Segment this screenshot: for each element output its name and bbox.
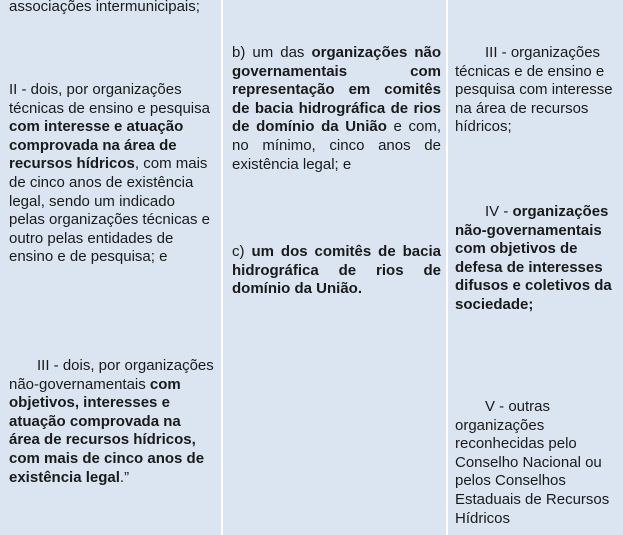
col1-p2-text-end: , com mais de cinco anos de existência legal, sendo um indicado pelas organizações técnicas e outro pelas entidades de ensino e de pesquisa; e bbox=[9, 155, 210, 266]
col2-paragraph-1 bbox=[232, 44, 441, 174]
col2-paragraph-2 bbox=[232, 243, 441, 299]
col2-p2-text: c) bbox=[232, 243, 252, 260]
col2-p2-bold: um dos comitês de bacia hidrográfica de rios de domínio da União. bbox=[232, 243, 441, 298]
col1-paragraph-1 bbox=[9, 0, 214, 17]
col2-p1-bold: organizações não governamentais com representação em comitês de bacia hidrográfica de rios de domínio da União bbox=[232, 44, 441, 136]
col1-p1-text: associações intermunicipais; bbox=[9, 0, 200, 15]
col1-p3-text-end: .” bbox=[119, 468, 130, 486]
col3-paragraph-2 bbox=[455, 203, 620, 315]
col3-paragraph-1 bbox=[455, 44, 620, 137]
col3-p3-text: V - outras organizações reconhecidas pelo Conselho Nacional ou pelos Conselhos Estaduais de Recursos Hídricos bbox=[455, 398, 610, 527]
col1-p2-bold: com interesse e atuação comprovada na área de recursos hídricos bbox=[9, 118, 184, 173]
col1-paragraph-3 bbox=[9, 357, 214, 487]
col3-paragraph-3 bbox=[455, 398, 620, 528]
col2-p1-text-end: e com, no mínimo, cinco anos de existência legal; e bbox=[232, 118, 441, 173]
column-2 bbox=[222, 0, 447, 535]
col1-p2-text: II - dois, por organizações técnicas de ensino e pesquisa bbox=[9, 81, 210, 117]
col3-p2-bold: organizações não-governamentais com objetivos de defesa de interesses difusos e coletivos da sociedade; bbox=[455, 203, 612, 313]
col3-p2-text: IV - bbox=[485, 203, 513, 220]
col1-p3-bold: com objetivos, interesses e atuação comprovada na área de recursos hídricos, com mais de cinco anos de existência legal bbox=[9, 375, 205, 486]
col1-paragraph-2 bbox=[9, 81, 214, 267]
col1-p3-text: III - dois, por organizações não-governamentais bbox=[9, 357, 214, 393]
col2-p1-text: b) um das bbox=[232, 44, 312, 61]
column-3 bbox=[447, 0, 623, 535]
column-1 bbox=[0, 0, 222, 535]
col3-p1-text: III - organizações técnicas e de ensino e pesquisa com interesse na área de recursos hídricos; bbox=[455, 44, 613, 136]
